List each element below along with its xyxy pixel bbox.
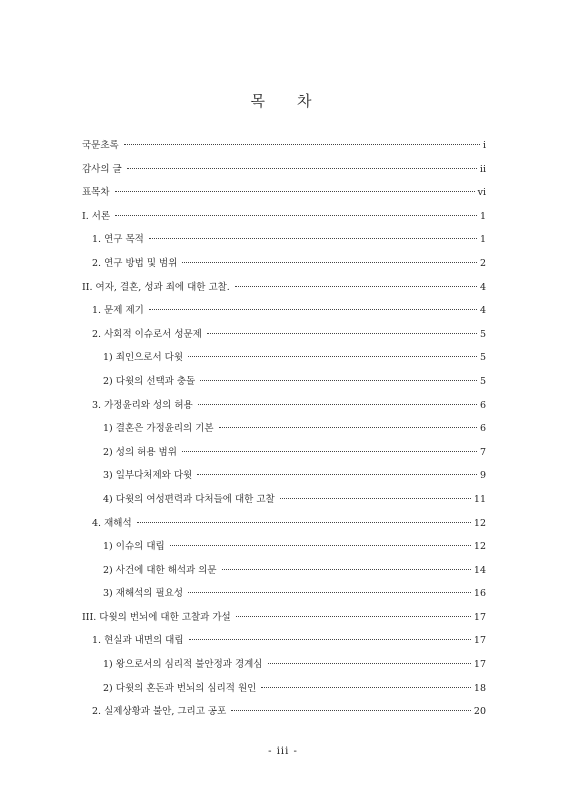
toc-entry[interactable] (82, 464, 486, 488)
page-title (0, 90, 566, 111)
toc-entry-label: 표목차 (82, 187, 110, 199)
toc-entry-label: 3) 일부다처제와 다윗 (103, 470, 193, 482)
dot-leader (235, 285, 477, 287)
toc-entry-label: 국문초록 (82, 140, 119, 151)
toc-entry-label: 3. 가정윤리와 성의 허용 (92, 399, 193, 411)
toc-entry-label: 3) 재해석의 필요성 (103, 588, 184, 600)
page-number: - iii - (268, 746, 298, 757)
toc-entry[interactable] (82, 205, 486, 229)
toc-entry-label: 2. 사회적 이슈로서 성문제 (92, 328, 202, 340)
dot-leader (115, 190, 475, 192)
dot-leader (137, 521, 471, 523)
toc-entry[interactable] (82, 653, 486, 677)
dot-leader (280, 497, 471, 499)
toc-entry[interactable] (82, 417, 486, 441)
toc-entry-page: 14 (473, 564, 486, 576)
toc-entry-page: 20 (473, 706, 486, 718)
dot-leader (219, 426, 477, 428)
toc-entry-page: 7 (479, 446, 486, 458)
toc-entry-label: 1) 죄인으로서 다윗 (103, 352, 184, 364)
toc-entry-label: 1) 왕으로서의 심리적 불안정과 경계심 (103, 659, 263, 671)
toc-entry-label: II. 여자, 결혼, 성과 죄에 대한 고찰. (82, 281, 230, 293)
toc-entry-page: vi (477, 187, 486, 199)
dot-leader (182, 261, 477, 263)
dot-leader (188, 591, 471, 593)
toc-entry[interactable] (82, 228, 486, 252)
toc-entry-page: 17 (473, 635, 486, 647)
toc-entry[interactable] (82, 629, 486, 653)
toc-entry-label: 2) 다윗의 선택과 충돌 (103, 375, 196, 387)
toc-entry[interactable] (82, 535, 486, 559)
toc-entry[interactable] (82, 677, 486, 701)
toc-entry[interactable] (82, 559, 486, 583)
toc-entry-page: 12 (473, 541, 486, 553)
toc-entry[interactable] (82, 582, 486, 606)
dot-leader (124, 143, 480, 145)
toc-entry[interactable] (82, 134, 486, 158)
toc-entry[interactable] (82, 252, 486, 276)
dot-leader (207, 332, 477, 334)
toc-entry-page: 17 (473, 611, 486, 623)
dot-leader (198, 403, 477, 405)
dot-leader (268, 662, 471, 664)
dot-leader (222, 568, 471, 570)
toc-entry-page: 9 (479, 470, 486, 482)
dot-leader (236, 615, 471, 617)
dot-leader (149, 237, 477, 239)
toc-entry-page: 11 (473, 493, 486, 505)
toc-entry[interactable] (82, 441, 486, 465)
toc-entry[interactable] (82, 276, 486, 300)
toc-entry[interactable] (82, 299, 486, 323)
toc-entry[interactable] (82, 158, 486, 182)
toc-entry-label: 2) 성의 허용 범위 (103, 446, 177, 458)
toc-entry-page: i (482, 140, 486, 151)
dot-leader (189, 638, 471, 640)
toc-entry[interactable] (82, 488, 486, 512)
toc-entry[interactable] (82, 346, 486, 370)
toc-entry-label: 1) 결혼은 가정윤리의 기본 (103, 423, 214, 435)
toc-entry-label: 1. 연구 목적 (92, 234, 144, 246)
dot-leader (200, 379, 477, 381)
toc-entry-label: 2. 실제상황과 불안, 그리고 공포 (92, 706, 227, 718)
toc-entry-page: 6 (479, 399, 486, 411)
dot-leader (182, 450, 477, 452)
toc-entry-page: 1 (479, 234, 486, 246)
dot-leader (231, 709, 471, 711)
toc-entry-label: 4. 재해석 (92, 517, 132, 529)
toc-entry-label: 1. 현실과 내면의 대립 (92, 635, 184, 647)
dot-leader (261, 686, 471, 688)
toc-entry-page: 17 (473, 659, 486, 671)
toc-entry[interactable] (82, 700, 486, 724)
toc-entry[interactable] (82, 370, 486, 394)
toc-entry[interactable] (82, 512, 486, 536)
dot-leader (170, 544, 471, 546)
dot-leader (127, 167, 477, 169)
toc-entry-page: 18 (473, 682, 486, 694)
toc-entry-page: ii (479, 163, 486, 175)
dot-leader (115, 214, 477, 216)
toc-entry-page: 12 (473, 517, 486, 529)
dot-leader (188, 355, 477, 357)
toc-entry-label: 1. 문제 제기 (92, 305, 144, 317)
toc-entry-label: 4) 다윗의 여성편력과 다처들에 대한 고찰 (103, 493, 275, 505)
toc-entry-label: 2) 다윗의 혼돈과 번뇌의 심리적 원인 (103, 682, 257, 694)
dot-leader (149, 308, 477, 310)
toc-entry-label: 2. 연구 방법 및 범위 (92, 257, 178, 269)
toc-entry[interactable] (82, 323, 486, 347)
toc-entry-label: I. 서론 (82, 210, 111, 222)
toc-entry-page: 4 (479, 281, 486, 293)
toc-entry-label: 2) 사건에 대한 해석과 의문 (103, 564, 217, 576)
toc-entry-page: 4 (479, 305, 486, 317)
toc-entry-page: 16 (473, 588, 486, 600)
toc-entry-page: 2 (479, 257, 486, 269)
toc-entry-page: 1 (479, 210, 486, 222)
toc-entry[interactable] (82, 606, 486, 630)
table-of-contents (82, 134, 486, 724)
dot-leader (197, 473, 477, 475)
toc-entry-page: 5 (479, 328, 486, 340)
title-left: 목 (250, 92, 269, 110)
toc-entry-page: 6 (479, 423, 486, 435)
toc-entry-page: 5 (479, 375, 486, 387)
toc-entry[interactable] (82, 394, 486, 418)
toc-entry-label: III. 다윗의 번뇌에 대한 고찰과 가설 (82, 611, 231, 623)
toc-entry-label: 감사의 글 (82, 163, 122, 175)
toc-entry[interactable] (82, 181, 486, 205)
title-right: 차 (297, 92, 316, 110)
toc-entry-page: 5 (479, 352, 486, 364)
toc-entry-label: 1) 이슈의 대립 (103, 541, 165, 553)
